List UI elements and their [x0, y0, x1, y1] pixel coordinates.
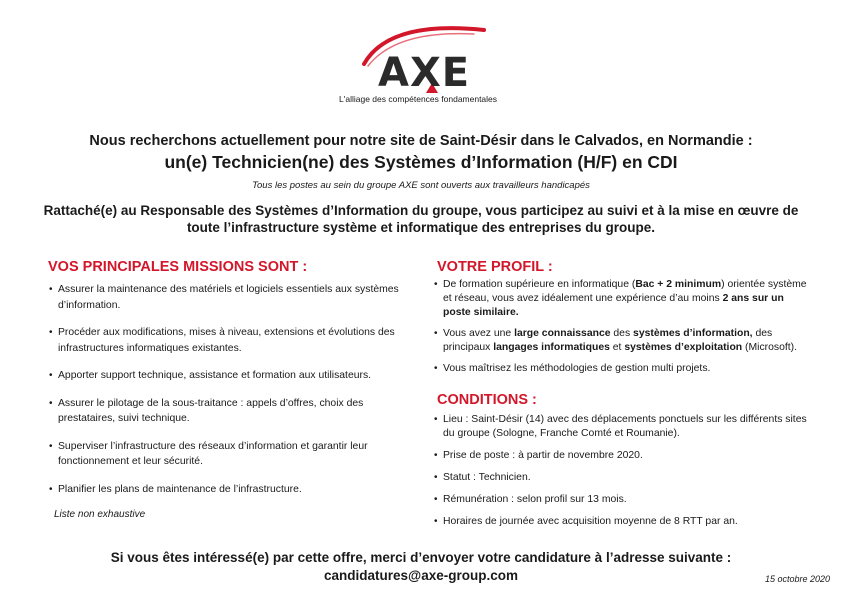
- condition-item: • Prise de poste : à partir de novembre 2020.: [433, 449, 813, 463]
- profile-item: • Vous avez une large connaissance des systèmes d’information, des principaux langages informatiques et systèmes d’exploitation (Microsoft).: [433, 327, 813, 355]
- conditions-title: CONDITIONS :: [437, 392, 537, 408]
- mission-item: • Superviser l’infrastructure des réseaux d’information et garantir leur fonctionnement et leur sécurité.: [48, 439, 418, 470]
- profile-list: [433, 278, 813, 383]
- mission-item: • Apporter support technique, assistance et formation aux utilisateurs.: [48, 368, 418, 384]
- profile-title: VOTRE PROFIL :: [437, 259, 553, 275]
- contact-text: Si vous êtes intéressé(e) par cette offre, merci d’envoyer votre candidature à l’adresse suivante :: [110, 550, 732, 565]
- mission-item: • Assurer la maintenance des matériels et logiciels essentiels aux systèmes d’information.: [48, 282, 418, 313]
- publication-date: 15 octobre 2020: [764, 574, 830, 584]
- job-title: un(e) Technicien(ne) des Systèmes d’Information (H/F) en CDI: [164, 152, 678, 172]
- missions-title: VOS PRINCIPALES MISSIONS SONT :: [48, 259, 308, 275]
- profile-item: • De formation supérieure en informatique (Bac + 2 minimum) orientée système et réseau, vous avez idéalement une expérience d’au moins 2 ans sur un poste similaire.: [433, 278, 813, 320]
- list-note: Liste non exhaustive: [54, 509, 146, 520]
- accessibility-note: Tous les postes au sein du groupe AXE sont ouverts aux travailleurs handicapés: [252, 180, 590, 191]
- condition-item: • Lieu : Saint-Désir (14) avec des déplacements ponctuels sur les différents sites du groupe (Sologne, Franche Comté et Roumanie).: [433, 413, 813, 441]
- profile-item: • Vous maîtrisez les méthodologies de gestion multi projets.: [433, 362, 813, 376]
- intro-text: Nous recherchons actuellement pour notre site de Saint-Désir dans le Calvados, en Normandie :: [89, 133, 753, 149]
- contact-email[interactable]: candidatures@axe-group.com: [324, 568, 518, 583]
- mission-item: • Planifier les plans de maintenance de l’infrastructure.: [48, 482, 418, 498]
- mission-item: • Procéder aux modifications, mises à niveau, extensions et évolutions des infrastructures informatiques existantes.: [48, 325, 418, 356]
- logo-wordmark: AXE: [378, 50, 471, 96]
- missions-list: [48, 282, 418, 509]
- mission-item: • Assurer le pilotage de la sous-traitance : appels d’offres, choix des prestataires, suivi technique.: [48, 396, 418, 427]
- conditions-list: [433, 413, 813, 537]
- logo-tagline: L'alliage des compétences fondamentales: [339, 94, 498, 104]
- condition-item: • Rémunération : selon profil sur 13 mois.: [433, 493, 813, 507]
- condition-item: • Statut : Technicien.: [433, 471, 813, 485]
- condition-item: • Horaires de journée avec acquisition moyenne de 8 RTT par an.: [433, 515, 813, 529]
- position-summary: Rattaché(e) au Responsable des Systèmes d’Information du groupe, vous participez au suivi et à la mise en œuvre de toute l’infrastructure système et informatique des entreprises du groupe.: [43, 203, 799, 235]
- company-logo: [334, 20, 514, 106]
